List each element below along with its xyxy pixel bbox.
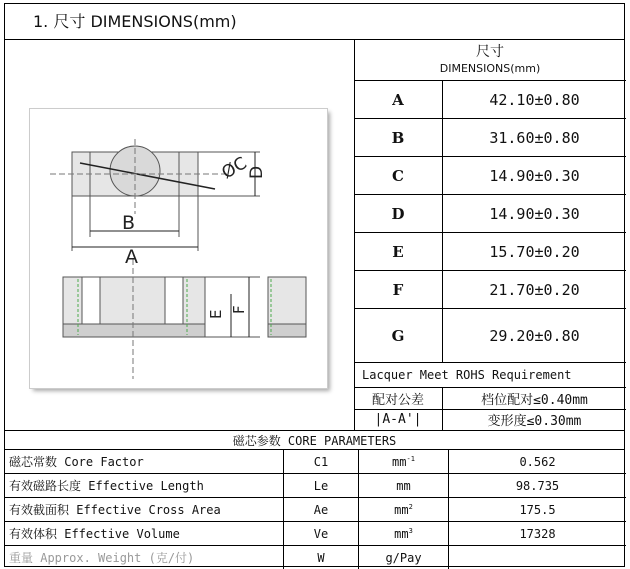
param-unit <box>359 498 449 522</box>
tolerance-table <box>354 388 626 430</box>
dim-label-f: F <box>230 305 248 314</box>
param-unit-text: mm <box>392 454 407 469</box>
dim-letter: D <box>354 195 443 233</box>
dim-label-c: ØC <box>218 153 251 184</box>
tolerance-label: 配对公差 <box>354 388 443 409</box>
dim-value: 14.90±0.30 <box>443 195 627 233</box>
tolerance-value: 变形度≤0.30mm <box>487 414 582 430</box>
param-name: 磁芯常数 Core Factor <box>5 450 284 474</box>
tolerance-label: |A-A'| <box>354 409 443 430</box>
dim-letter: E <box>354 233 443 271</box>
param-symbol: Ve <box>284 522 359 546</box>
table-row <box>5 450 626 474</box>
param-unit-sup: 3 <box>408 526 413 535</box>
dimensions-table <box>354 40 626 363</box>
page-title: 1. 尺寸 DIMENSIONS(mm) <box>5 4 624 40</box>
dim-letter: G <box>354 309 443 363</box>
core-drawing-svg <box>30 109 327 388</box>
dim-value: 31.60±0.80 <box>443 119 627 157</box>
param-symbol: Ae <box>284 498 359 522</box>
dim-value: 29.20±0.80 <box>443 309 627 363</box>
param-value <box>449 546 627 569</box>
lacquer-note: Lacquer Meet ROHS Requirement <box>354 362 626 388</box>
param-value: 98.735 <box>449 474 627 498</box>
core-parameters-header: 磁芯参数 CORE PARAMETERS <box>5 430 624 450</box>
tolerance-value: 档位配对≤0.40mm <box>443 388 627 409</box>
param-unit-sup: -1 <box>406 454 415 463</box>
datasheet <box>4 3 625 567</box>
param-name: 有效截面积 Effective Cross Area <box>5 498 284 522</box>
dim-value: 42.10±0.80 <box>443 81 627 119</box>
param-unit <box>359 522 449 546</box>
table-row <box>5 546 626 569</box>
dim-label-e: E <box>207 309 225 319</box>
dimensions-header-zh: 尺寸 <box>476 44 504 60</box>
param-unit <box>359 450 449 474</box>
param-value: 0.562 <box>449 450 627 474</box>
table-row <box>5 474 626 498</box>
param-name: 有效磁路长度 Effective Length <box>5 474 284 498</box>
dimensions-header <box>354 40 626 81</box>
dim-letter: F <box>354 271 443 309</box>
param-value: 17328 <box>449 522 627 546</box>
param-unit-text: mm <box>394 526 409 541</box>
dimensions-header-en: DIMENSIONS(mm) <box>439 62 541 75</box>
param-symbol: C1 <box>284 450 359 474</box>
param-name: 有效体积 Effective Volume <box>5 522 284 546</box>
dim-letter: C <box>354 157 443 195</box>
dim-letter: B <box>354 119 443 157</box>
param-unit <box>359 474 449 498</box>
core-parameters-table <box>5 450 626 569</box>
dim-value: 21.70±0.20 <box>443 271 627 309</box>
dim-letter: A <box>354 81 443 119</box>
table-row <box>5 522 626 546</box>
core-drawing <box>30 109 327 388</box>
dim-label-a: A <box>125 246 138 268</box>
param-unit-text: mm <box>394 502 409 517</box>
param-name: 重量 Approx. Weight (克/付) <box>5 546 284 569</box>
dim-value: 14.90±0.30 <box>443 157 627 195</box>
dim-label-b: B <box>122 212 136 234</box>
param-value: 175.5 <box>449 498 627 522</box>
drawing-area <box>5 40 355 430</box>
param-symbol: W <box>284 546 359 569</box>
param-symbol: Le <box>284 474 359 498</box>
param-unit-sup: 2 <box>408 502 413 511</box>
param-unit <box>359 546 449 569</box>
table-row <box>5 498 626 522</box>
dim-label-d: D <box>247 165 267 179</box>
param-unit-text: g/Pay <box>385 550 422 565</box>
param-unit-text: mm <box>396 478 411 493</box>
dim-value: 15.70±0.20 <box>443 233 627 271</box>
